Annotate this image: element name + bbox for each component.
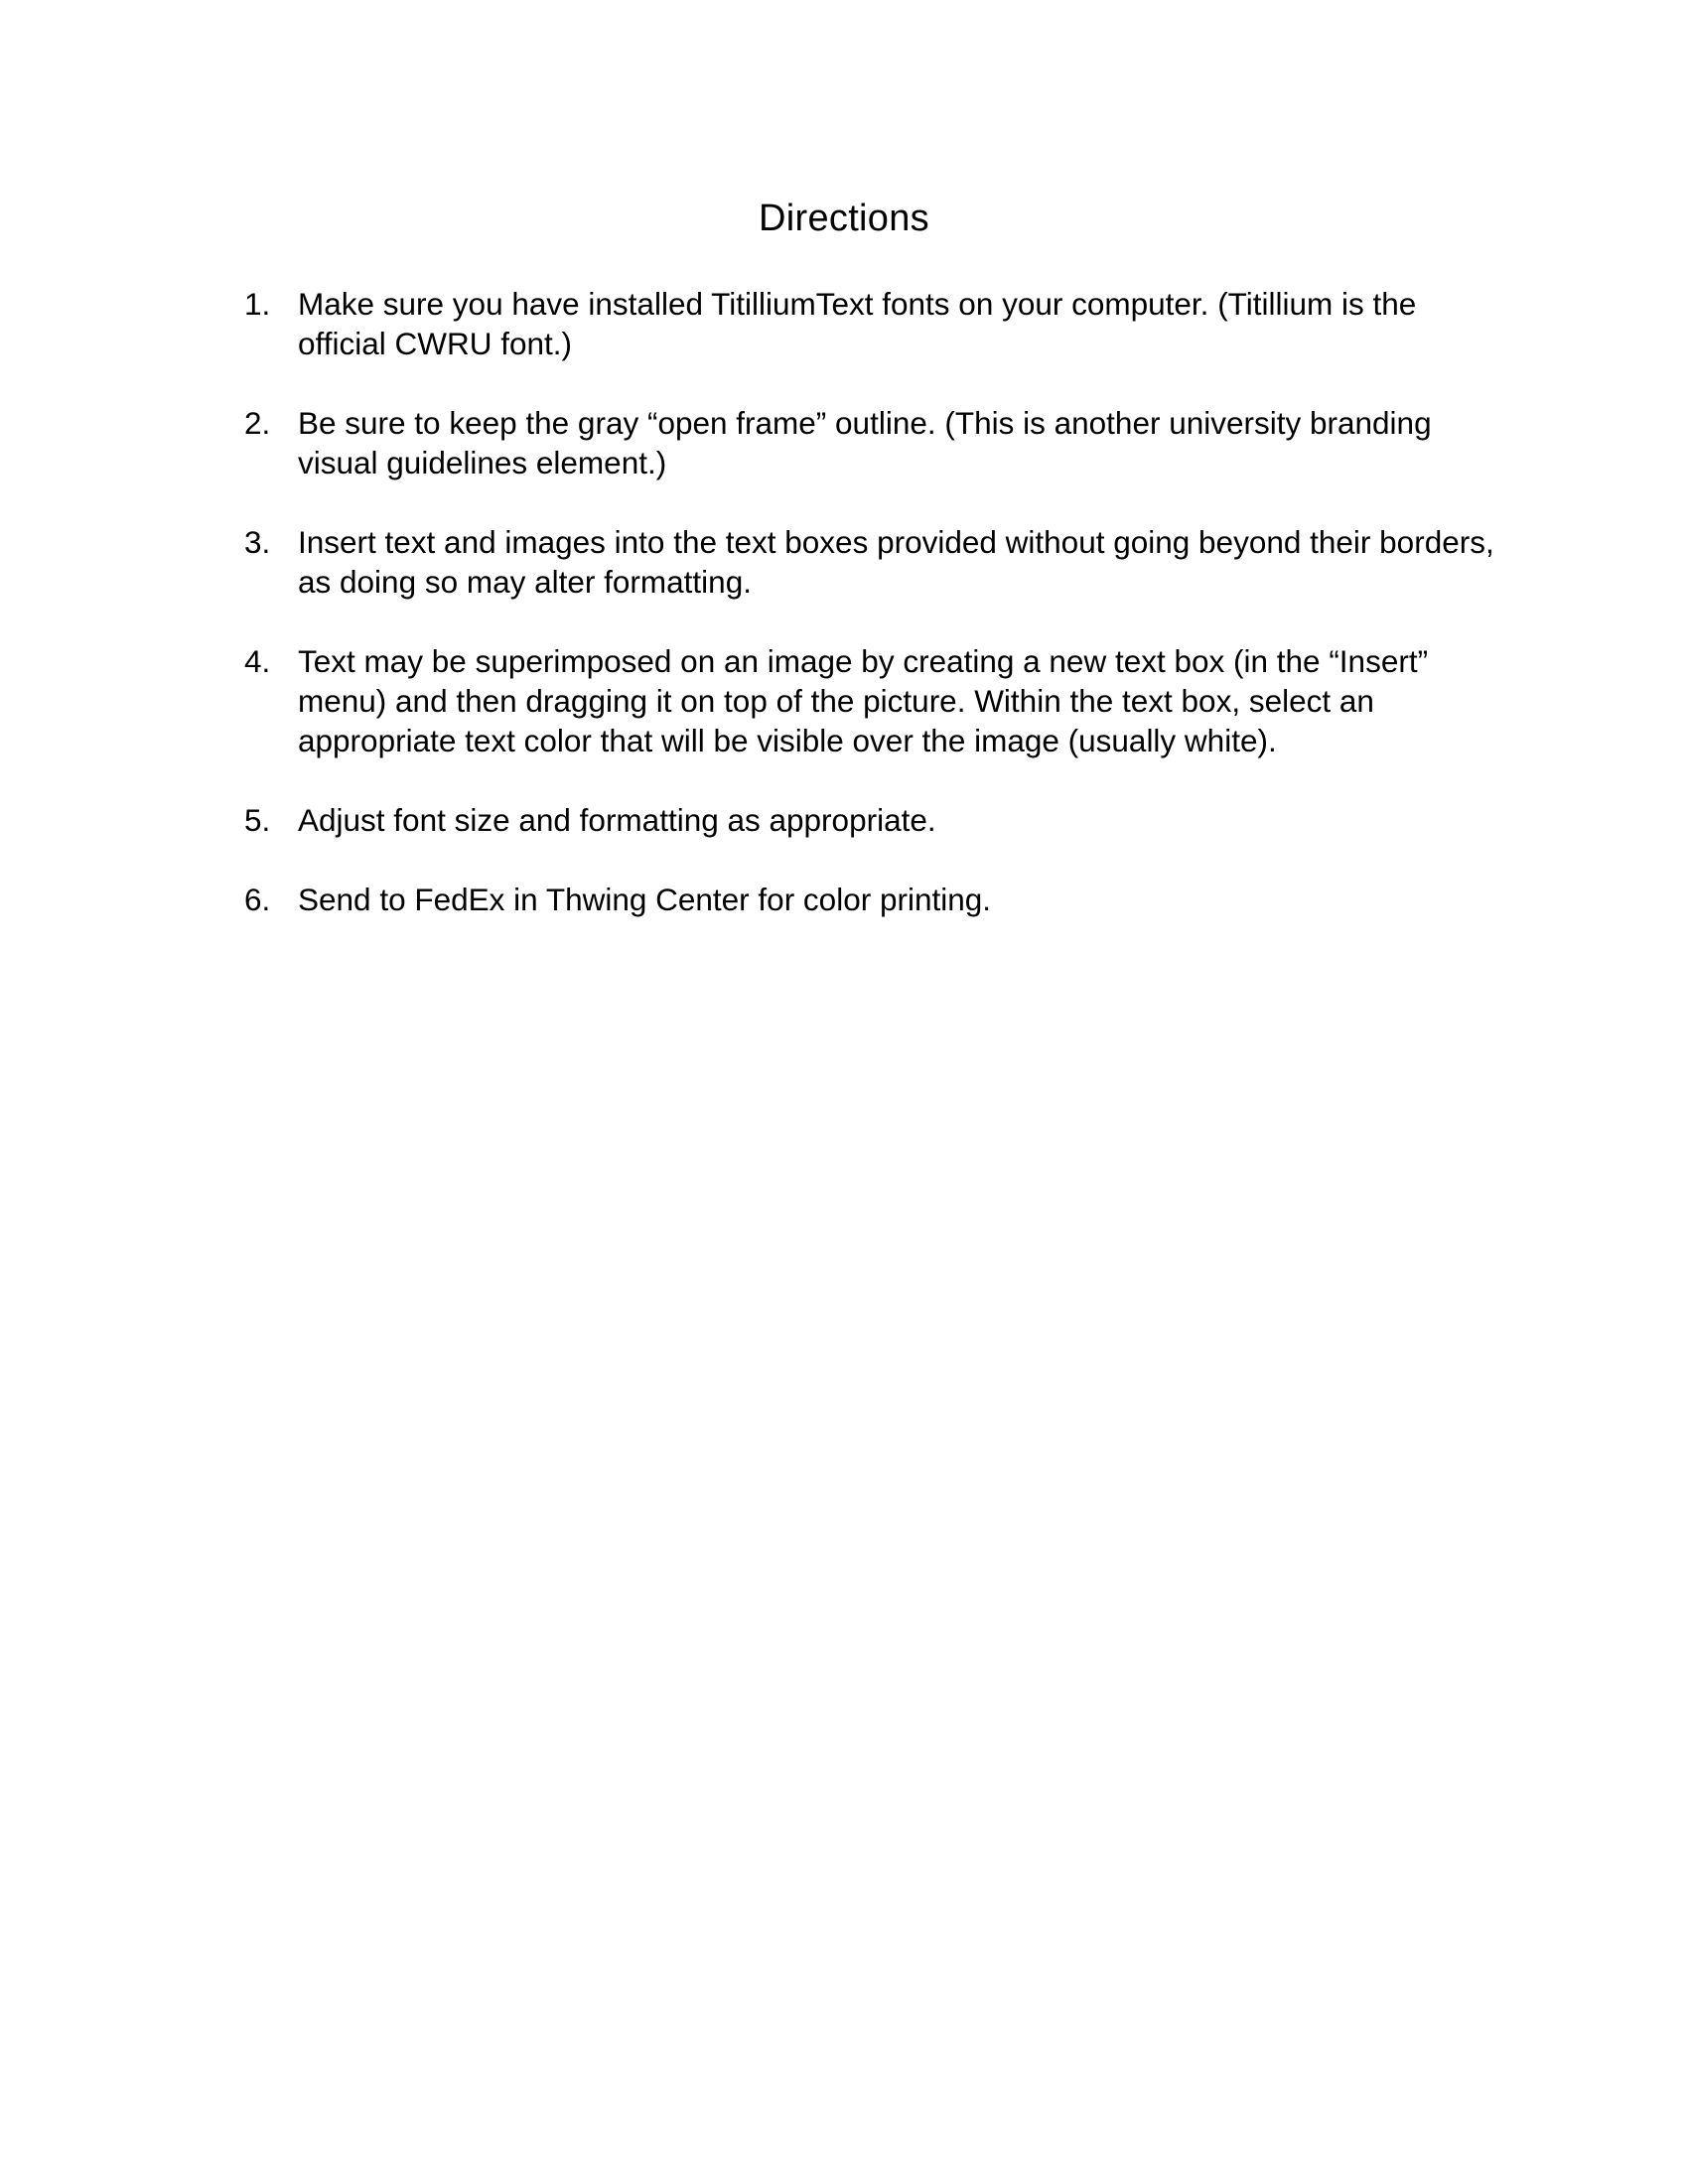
item-number: 6.: [244, 882, 271, 917]
item-number: 4.: [244, 643, 271, 679]
directions-list: [244, 284, 1495, 959]
direction-item-2: [244, 403, 1495, 482]
item-text: Make sure you have installed TitilliumText fonts on your computer. (Titillium is the official CWRU font.): [298, 286, 1417, 361]
page-title: Directions: [759, 198, 929, 239]
item-text: Insert text and images into the text boxes provided without going beyond their borders, as doing so may alter formatting.: [298, 524, 1494, 600]
item-number: 2.: [244, 405, 271, 441]
item-text: Be sure to keep the gray “open frame” outline. (This is another university branding visual guidelines element.): [298, 405, 1432, 480]
item-text: Text may be superimposed on an image by creating a new text box (in the “Insert” menu) and then dragging it on top of the picture. Within the text box, select an appropriate text color that will be visible over the image (usually white).: [298, 643, 1429, 758]
direction-item-4: [244, 641, 1495, 760]
item-text: Send to FedEx in Thwing Center for color printing.: [298, 882, 992, 917]
item-text: Adjust font size and formatting as appropriate.: [298, 802, 936, 838]
direction-item-6: [244, 880, 1495, 919]
direction-item-5: [244, 800, 1495, 840]
item-number: 1.: [244, 286, 271, 322]
direction-item-1: [244, 284, 1495, 363]
direction-item-3: [244, 522, 1495, 602]
item-number: 5.: [244, 802, 271, 838]
item-number: 3.: [244, 524, 271, 560]
